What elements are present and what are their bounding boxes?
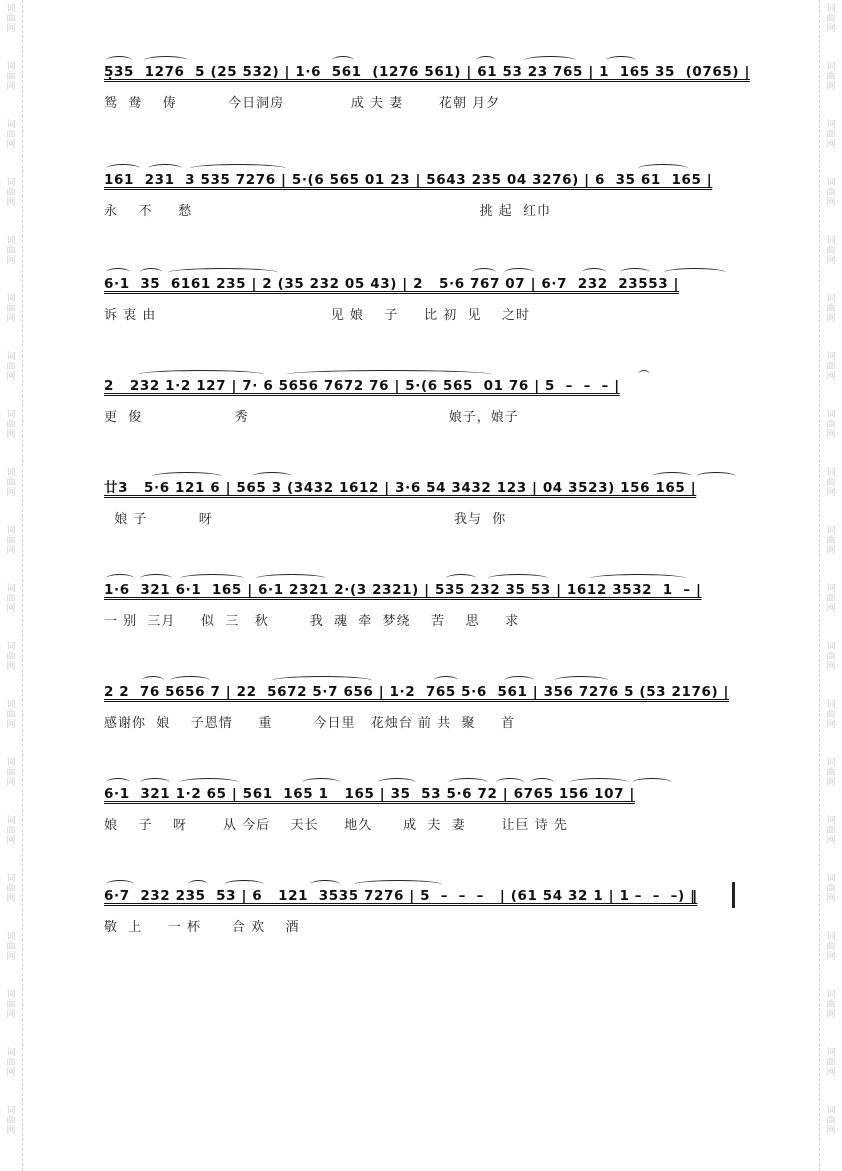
watermark-glyph: 曲 xyxy=(826,14,836,24)
watermark-glyph: 曲 xyxy=(6,884,16,894)
watermark-glyph: 曲 xyxy=(6,1000,16,1010)
slur xyxy=(252,472,292,481)
slur xyxy=(106,574,134,583)
watermark-glyph: 词 xyxy=(826,1048,836,1058)
watermark-glyph: 词 xyxy=(826,584,836,594)
lyrics-line: 永 不 愁 挑 起 红巾 xyxy=(104,204,551,219)
watermark-glyph: 曲 xyxy=(826,1116,836,1126)
watermark-glyph: 曲 xyxy=(6,14,16,24)
watermark-glyph: 曲 xyxy=(826,768,836,778)
watermark-glyph: 网 xyxy=(826,24,836,34)
watermark-glyph-stack xyxy=(824,816,838,846)
right-margin-watermark xyxy=(819,0,842,1171)
watermark-glyph-stack xyxy=(824,990,838,1020)
watermark-glyph-stack xyxy=(4,816,18,846)
slur xyxy=(582,268,606,277)
slur xyxy=(272,676,372,685)
watermark-glyph: 曲 xyxy=(6,72,16,82)
watermark-glyph: 词 xyxy=(826,700,836,710)
lyrics-line: 更 俊 秀 娘子，娘子 xyxy=(104,410,519,425)
slur xyxy=(144,56,188,65)
slur xyxy=(310,880,340,889)
watermark-glyph: 曲 xyxy=(6,478,16,488)
slur xyxy=(446,574,476,583)
watermark-glyph: 词 xyxy=(6,120,16,130)
watermark-glyph: 词 xyxy=(826,62,836,72)
slur xyxy=(106,778,130,787)
watermark-glyph: 网 xyxy=(6,1068,16,1078)
lyrics-line: 一 别 三月 似 三 秋 我 魂 牵 梦绕 苦 思 求 xyxy=(104,614,520,629)
slur xyxy=(106,56,132,65)
watermark-glyph-stack xyxy=(824,1106,838,1136)
slur xyxy=(554,676,608,685)
slur xyxy=(138,370,264,379)
watermark-glyph: 词 xyxy=(6,758,16,768)
staff-system-3 xyxy=(104,270,740,350)
watermark-glyph: 网 xyxy=(826,720,836,730)
watermark-glyph: 曲 xyxy=(826,188,836,198)
watermark-glyph: 网 xyxy=(826,1010,836,1020)
watermark-glyph: 词 xyxy=(6,1048,16,1058)
watermark-glyph: 网 xyxy=(826,662,836,672)
watermark-glyph: 网 xyxy=(826,372,836,382)
watermark-glyph-stack xyxy=(824,294,838,324)
watermark-glyph: 曲 xyxy=(826,130,836,140)
lyrics-line: 敬 上 一 杯 合 欢 酒 xyxy=(104,920,300,935)
slur xyxy=(224,880,264,889)
watermark-glyph: 网 xyxy=(6,778,16,788)
slur xyxy=(152,472,222,481)
slur xyxy=(476,56,496,65)
lyrics-line: 娘 子 呀 从 今后 天长 地久 成 夫 妻 让巨 诗 先 xyxy=(104,818,568,833)
watermark-glyph-stack xyxy=(4,178,18,208)
watermark-glyph: 曲 xyxy=(6,246,16,256)
watermark-glyph-stack xyxy=(4,758,18,788)
watermark-glyph: 词 xyxy=(6,642,16,652)
numbered-notation-line: 5̣35 1276 5 (25 532) | 1·6 561 (1276 561) | 61 53 23 765 | 1 165 35 (0765) | xyxy=(104,64,750,80)
numbered-notation-line: 廿3 5·6 121 6 | 565 3 (3432 1612 | 3·6 54 3432 123 | 04 3523) 156 165 | xyxy=(104,480,697,496)
watermark-glyph: 词 xyxy=(826,236,836,246)
watermark-glyph: 词 xyxy=(6,700,16,710)
slur xyxy=(286,370,492,379)
watermark-glyph: 曲 xyxy=(6,1058,16,1068)
watermark-glyph: 词 xyxy=(826,932,836,942)
watermark-glyph-stack xyxy=(824,352,838,382)
watermark-glyph: 曲 xyxy=(826,304,836,314)
watermark-glyph: 曲 xyxy=(6,188,16,198)
numbered-notation-line: 2 2 76 5656 7 | 22 5672 5·7 656 | 1·2 765 5·6 561 | 356 7276 5 (53 2176) | xyxy=(104,684,730,700)
watermark-glyph: 曲 xyxy=(6,942,16,952)
watermark-glyph: 网 xyxy=(6,1126,16,1136)
numbered-notation-line: 1·6 321 6·1 165 | 6·1 2321 2·(3 2321) | 535 232 35 53 | 1612 3532 1 – | xyxy=(104,582,702,598)
watermark-glyph: 词 xyxy=(826,990,836,1000)
watermark-glyph-stack xyxy=(824,584,838,614)
watermark-glyph: 曲 xyxy=(826,652,836,662)
watermark-glyph: 网 xyxy=(6,82,16,92)
watermark-glyph: 曲 xyxy=(6,710,16,720)
watermark-glyph: 曲 xyxy=(826,420,836,430)
watermark-glyph: 曲 xyxy=(826,710,836,720)
watermark-glyph-stack xyxy=(824,236,838,266)
watermark-glyph: 词 xyxy=(826,120,836,130)
slur xyxy=(190,164,286,173)
watermark-glyph: 词 xyxy=(6,468,16,478)
watermark-glyph-stack xyxy=(4,236,18,266)
slur xyxy=(148,164,182,173)
watermark-glyph-stack xyxy=(824,1048,838,1078)
watermark-glyph: 词 xyxy=(826,816,836,826)
slur xyxy=(140,574,172,583)
watermark-glyph-stack xyxy=(824,62,838,92)
watermark-glyph: 曲 xyxy=(6,304,16,314)
watermark-glyph-stack xyxy=(4,700,18,730)
watermark-glyph: 词 xyxy=(6,1106,16,1116)
watermark-glyph-stack xyxy=(4,584,18,614)
final-double-barline xyxy=(732,882,735,908)
watermark-glyph-stack xyxy=(824,642,838,672)
slur xyxy=(530,778,554,787)
slur xyxy=(606,56,636,65)
watermark-glyph-stack xyxy=(824,758,838,788)
slur xyxy=(302,778,340,787)
watermark-glyph-stack xyxy=(4,642,18,672)
watermark-glyph: 词 xyxy=(6,62,16,72)
watermark-glyph-stack xyxy=(4,120,18,150)
numbered-notation-line: 6·1 321 1·2 65 | 561 165 1 165 | 35 53 5·6 72 | 6765 156 107 | xyxy=(104,786,635,802)
watermark-glyph: 网 xyxy=(826,836,836,846)
watermark-glyph: 词 xyxy=(826,642,836,652)
watermark-glyph: 词 xyxy=(826,874,836,884)
watermark-glyph: 网 xyxy=(826,778,836,788)
watermark-glyph: 曲 xyxy=(826,362,836,372)
numbered-notation-line: 6·7 232 235 53 | 6 121 3535 7276 | 5 – – – | (61 54 32 1 | 1 – – –) ‖ xyxy=(104,888,698,904)
watermark-glyph: 曲 xyxy=(826,536,836,546)
watermark-glyph: 曲 xyxy=(6,420,16,430)
watermark-glyph: 词 xyxy=(6,178,16,188)
watermark-glyph: 网 xyxy=(6,488,16,498)
slur xyxy=(180,778,238,787)
watermark-glyph: 词 xyxy=(826,468,836,478)
watermark-glyph: 网 xyxy=(826,488,836,498)
staff-system-5 xyxy=(104,474,740,554)
watermark-glyph: 词 xyxy=(6,4,16,14)
watermark-glyph: 曲 xyxy=(6,826,16,836)
watermark-glyph: 网 xyxy=(826,314,836,324)
watermark-glyph-stack xyxy=(4,410,18,440)
watermark-glyph: 网 xyxy=(6,1010,16,1020)
slur xyxy=(106,880,134,889)
slur xyxy=(180,574,244,583)
slur xyxy=(524,56,576,65)
watermark-glyph: 词 xyxy=(6,410,16,420)
watermark-glyph: 网 xyxy=(6,894,16,904)
watermark-glyph: 词 xyxy=(826,758,836,768)
watermark-glyph: 曲 xyxy=(826,826,836,836)
slur xyxy=(638,164,688,173)
watermark-glyph-stack xyxy=(824,468,838,498)
watermark-glyph: 曲 xyxy=(826,942,836,952)
watermark-glyph: 网 xyxy=(6,140,16,150)
watermark-glyph: 网 xyxy=(826,82,836,92)
watermark-glyph-stack xyxy=(4,1048,18,1078)
slur xyxy=(106,268,130,277)
watermark-glyph-stack xyxy=(4,990,18,1020)
watermark-glyph: 词 xyxy=(826,294,836,304)
watermark-glyph: 词 xyxy=(6,816,16,826)
watermark-glyph: 词 xyxy=(6,584,16,594)
staff-system-2 xyxy=(104,166,740,246)
watermark-glyph: 网 xyxy=(826,1068,836,1078)
watermark-glyph: 网 xyxy=(826,1126,836,1136)
watermark-glyph: 曲 xyxy=(6,362,16,372)
watermark-glyph: 网 xyxy=(6,952,16,962)
watermark-glyph-stack xyxy=(4,874,18,904)
watermark-glyph: 词 xyxy=(6,874,16,884)
numbered-notation-line: 2 232 1·2 127 | 7· 6 5656 7672 76 | 5·(6 565 01 76 | 5 – – – | xyxy=(104,378,620,394)
watermark-glyph: 网 xyxy=(6,604,16,614)
watermark-glyph: 网 xyxy=(826,952,836,962)
watermark-glyph: 词 xyxy=(6,294,16,304)
watermark-glyph: 曲 xyxy=(6,536,16,546)
watermark-glyph-stack xyxy=(824,410,838,440)
watermark-glyph: 词 xyxy=(826,1106,836,1116)
watermark-glyph: 词 xyxy=(826,352,836,362)
watermark-glyph: 网 xyxy=(826,430,836,440)
slur xyxy=(106,164,140,173)
watermark-glyph: 曲 xyxy=(6,1116,16,1126)
watermark-glyph: 网 xyxy=(826,256,836,266)
watermark-glyph: 词 xyxy=(826,526,836,536)
watermark-glyph-stack xyxy=(4,4,18,34)
lyrics-line: 娘 子 呀 我与 你 xyxy=(104,512,507,527)
watermark-glyph: 网 xyxy=(826,604,836,614)
slur xyxy=(378,778,416,787)
slur xyxy=(620,268,650,277)
watermark-glyph: 曲 xyxy=(826,594,836,604)
slur xyxy=(256,574,326,583)
watermark-glyph: 曲 xyxy=(826,884,836,894)
watermark-glyph: 网 xyxy=(826,140,836,150)
slur xyxy=(504,676,534,685)
watermark-glyph-stack xyxy=(824,700,838,730)
watermark-glyph-stack xyxy=(4,526,18,556)
watermark-glyph: 网 xyxy=(6,430,16,440)
slur xyxy=(632,778,672,787)
lyrics-line: 鸳 鸯 俦 今日洞房 成 夫 妻 花朝 月夕 xyxy=(104,96,501,111)
watermark-glyph-stack xyxy=(4,352,18,382)
watermark-glyph: 词 xyxy=(6,236,16,246)
watermark-glyph-stack xyxy=(4,294,18,324)
watermark-glyph: 网 xyxy=(6,198,16,208)
staff-system-4 xyxy=(104,372,740,452)
slur xyxy=(140,268,162,277)
watermark-glyph: 网 xyxy=(6,372,16,382)
watermark-glyph-stack xyxy=(824,4,838,34)
left-margin-watermark xyxy=(0,0,23,1171)
lyrics-line: 感谢你 娘 子恩情 重 今日里 花烛台 前 共 聚 首 xyxy=(104,716,516,731)
watermark-glyph: 曲 xyxy=(826,72,836,82)
slur xyxy=(504,268,534,277)
slur xyxy=(332,56,354,65)
watermark-glyph-stack xyxy=(824,874,838,904)
slur xyxy=(140,778,170,787)
staff-system-9 xyxy=(104,882,740,962)
slur xyxy=(354,880,442,889)
watermark-glyph: 曲 xyxy=(6,130,16,140)
slur xyxy=(488,574,548,583)
staff-system-6 xyxy=(104,576,740,656)
watermark-glyph: 网 xyxy=(6,662,16,672)
watermark-glyph-stack xyxy=(4,1106,18,1136)
watermark-glyph: 曲 xyxy=(826,1000,836,1010)
watermark-glyph-stack xyxy=(824,526,838,556)
watermark-glyph: 词 xyxy=(826,4,836,14)
slur xyxy=(434,676,458,685)
watermark-glyph-stack xyxy=(4,468,18,498)
numbered-notation-line: 6·1 35 6161 235 | 2 (35 232 05 43) | 2 5·6 767 07 | 6·7 232 23553 | xyxy=(104,276,680,292)
watermark-glyph-stack xyxy=(824,178,838,208)
watermark-glyph-stack xyxy=(4,932,18,962)
slur xyxy=(696,472,736,481)
watermark-glyph: 网 xyxy=(826,894,836,904)
watermark-glyph: 词 xyxy=(6,352,16,362)
watermark-glyph: 网 xyxy=(6,546,16,556)
watermark-glyph-stack xyxy=(4,62,18,92)
watermark-glyph: 曲 xyxy=(6,594,16,604)
slur xyxy=(168,268,278,277)
slur xyxy=(570,778,628,787)
slur xyxy=(664,268,726,277)
watermark-glyph: 词 xyxy=(6,526,16,536)
watermark-glyph: 网 xyxy=(826,546,836,556)
fermata-mark xyxy=(638,370,650,379)
slur xyxy=(652,472,692,481)
watermark-glyph: 曲 xyxy=(826,246,836,256)
staff-system-8 xyxy=(104,780,740,860)
watermark-glyph-stack xyxy=(824,120,838,150)
watermark-glyph: 网 xyxy=(6,24,16,34)
watermark-glyph: 曲 xyxy=(6,768,16,778)
slur xyxy=(188,880,208,889)
lyrics-line: 诉 衷 由 见 娘 子 比 初 见 之时 xyxy=(104,308,531,323)
watermark-glyph: 词 xyxy=(826,178,836,188)
numbered-notation-line: 161 231 3 535 7276 | 5·(6 565 01 23 | 5643 235 04 3276) | 6 35 61 165 | xyxy=(104,172,713,188)
slur xyxy=(590,574,686,583)
slur xyxy=(448,778,488,787)
watermark-glyph: 网 xyxy=(6,256,16,266)
slur xyxy=(170,676,210,685)
watermark-glyph: 网 xyxy=(6,836,16,846)
staff-system-7 xyxy=(104,678,740,758)
watermark-glyph: 网 xyxy=(6,314,16,324)
watermark-glyph: 曲 xyxy=(826,1058,836,1068)
watermark-glyph: 曲 xyxy=(826,478,836,488)
slur xyxy=(472,268,496,277)
watermark-glyph: 曲 xyxy=(6,652,16,662)
watermark-glyph: 词 xyxy=(6,990,16,1000)
watermark-glyph-stack xyxy=(824,932,838,962)
slur xyxy=(496,778,524,787)
staff-system-1 xyxy=(104,58,750,138)
watermark-glyph: 词 xyxy=(826,410,836,420)
slur xyxy=(142,676,164,685)
watermark-glyph: 词 xyxy=(6,932,16,942)
watermark-glyph: 网 xyxy=(6,720,16,730)
watermark-glyph: 网 xyxy=(826,198,836,208)
